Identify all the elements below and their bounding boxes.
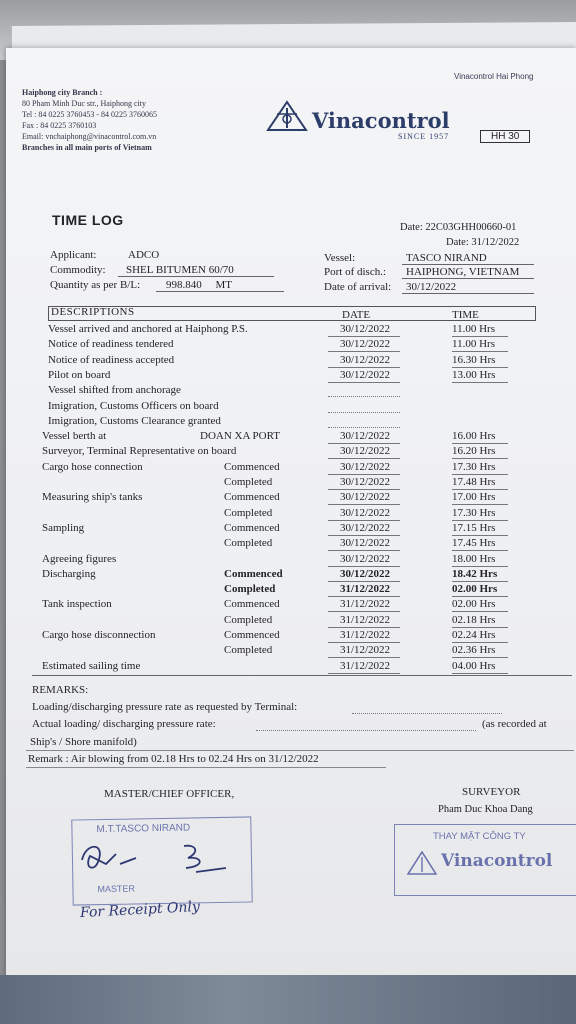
row-date: 30/12/2022 (339, 430, 391, 443)
row-description: Agreeing figures (42, 552, 117, 565)
row-time: 17.00 Hrs (452, 491, 496, 504)
row-time: 18.00 Hrs (452, 552, 496, 565)
row-date-underline (328, 611, 400, 612)
row-time: 04.00 Hrs (452, 659, 496, 672)
quantity-label: Quantity as per B/L: (50, 279, 141, 291)
row-status: Commenced (224, 598, 280, 611)
row-time: 17.48 Hrs (452, 476, 496, 488)
row-description: Discharging (42, 567, 96, 580)
row-date-underline (328, 336, 400, 337)
row-description: Surveyor, Terminal Representative on board (42, 445, 237, 458)
doc-ref: Date: 22C03GHH00660-01 (400, 222, 517, 233)
row-description: Cargo hose disconnection (42, 629, 156, 641)
row-time: 02.00 Hrs (452, 598, 496, 611)
row-status: Completed (224, 506, 273, 519)
remarks-heading: REMARKS: (32, 684, 89, 696)
row-date: 31/12/2022 (339, 629, 391, 641)
master-signature-icon (76, 838, 236, 878)
row-description: Cargo hose connection (42, 460, 143, 473)
row-date-underline (328, 657, 400, 658)
commodity-value: SHEL BITUMEN 60/70 (118, 264, 274, 277)
remarks-line-3: Ship's / Shore manifold) (30, 736, 137, 748)
quantity-value (156, 279, 284, 292)
row-description: Estimated sailing time (42, 659, 141, 672)
row-date: 30/12/2022 (339, 353, 391, 366)
row-time: 11.00 Hrs (452, 338, 495, 351)
row-description: Vessel shifted from anchorage (48, 384, 181, 397)
row-date: 31/12/2022 (339, 644, 391, 657)
row-time-underline (452, 367, 508, 368)
row-date-underline (328, 596, 400, 597)
row-date-underline (328, 474, 400, 475)
row-date-underline (328, 566, 400, 567)
vessel-stamp-bottom: MASTER (97, 883, 136, 895)
row-date-underline (328, 642, 400, 643)
vessel-value: TASCO NIRAND (402, 252, 534, 265)
document-page (6, 48, 576, 978)
branch-line-4: Fax : 84 0225 3760103 (22, 121, 97, 130)
arrival-value: 30/12/2022 (402, 281, 534, 294)
applicant-value: ADCO (128, 249, 160, 261)
branch-line-5: Email: vnchaiphong@vinacontrol.com.vn (22, 132, 157, 141)
row-status: Completed (224, 644, 273, 657)
master-label: MASTER/CHIEF OFFICER, (104, 788, 235, 800)
arrival-label: Date of arrival: (324, 281, 392, 293)
quantity-number: 998.840 (166, 279, 202, 291)
row-date: 31/12/2022 (339, 659, 391, 672)
row-time-underline (452, 504, 508, 505)
quantity-unit: MT (215, 279, 232, 291)
row-time-underline (452, 673, 508, 674)
row-date-underline (328, 627, 400, 628)
surveyor-label: SURVEYOR (462, 786, 521, 798)
row-date-underline (328, 367, 400, 368)
row-description: Measuring ship's tanks (42, 491, 143, 504)
row-time-underline (452, 581, 508, 582)
header-date: DATE (342, 309, 371, 321)
header-descriptions: DESCRIPTIONS (51, 306, 135, 318)
row-time-underline (452, 627, 508, 628)
row-date-underline (328, 504, 400, 505)
row-time-underline (452, 489, 508, 490)
port-label: Port of disch.: (324, 266, 387, 278)
row-status: Commenced (224, 567, 283, 580)
branch-line-3: Tel : 84 0225 3760453 - 84 0225 3760065 (22, 110, 157, 119)
row-date-underline (328, 520, 400, 521)
top-right-mark: Vinacontrol Hai Phong (454, 72, 534, 81)
row-status: Completed (224, 583, 276, 596)
row-description: Pilot on board (48, 368, 111, 381)
row-time: 18.42 Hrs (452, 567, 498, 580)
row-date: 30/12/2022 (339, 521, 391, 534)
row-time: 17.15 Hrs (452, 521, 496, 534)
row-date: 30/12/2022 (339, 567, 391, 580)
row-time: 16.30 Hrs (452, 353, 496, 366)
remarks-line-2: Actual loading/ discharging pressure rate: (32, 718, 216, 730)
row-time: 17.30 Hrs (452, 506, 496, 519)
row-status: DOAN XA PORT (200, 430, 281, 443)
row-date: 30/12/2022 (339, 445, 391, 458)
branch-line-6: Branches in all main ports of Vietnam (22, 143, 152, 152)
surveyor-stamp-logo: Vinacontrol (441, 851, 553, 871)
receipt-handwriting: For Receipt Only (79, 898, 201, 922)
row-date-blank (328, 412, 400, 413)
row-date-underline (328, 489, 400, 490)
logo-name: Vinacontrol (312, 108, 450, 133)
row-time-underline (452, 382, 508, 383)
row-time: 02.24 Hrs (452, 629, 496, 641)
stamp-logo-icon (407, 851, 437, 875)
row-description: Notice of readiness tendered (48, 338, 174, 351)
applicant-label: Applicant: (50, 249, 97, 261)
commodity-label: Commodity: (50, 264, 106, 276)
row-time: 11.00 Hrs (452, 323, 495, 335)
row-time-underline (452, 474, 508, 475)
row-description: Sampling (42, 521, 85, 534)
row-time-underline (452, 596, 508, 597)
row-time-underline (452, 336, 508, 337)
row-date: 30/12/2022 (339, 491, 391, 504)
row-time-underline (452, 657, 508, 658)
row-date: 31/12/2022 (339, 598, 391, 611)
row-status: Completed (224, 613, 273, 626)
row-date: 30/12/2022 (339, 476, 391, 488)
row-date: 30/12/2022 (339, 338, 391, 351)
row-date-underline (328, 581, 400, 582)
row-date-blank (328, 427, 400, 428)
row-time: 16.00 Hrs (452, 430, 496, 443)
row-description: Notice of readiness accepted (48, 353, 175, 366)
row-date-underline (328, 443, 400, 444)
row-status: Commenced (224, 521, 280, 534)
vessel-stamp-top: M.T.TASCO NIRAND (96, 822, 191, 836)
row-date: 30/12/2022 (339, 537, 391, 550)
row-time-underline (452, 611, 508, 612)
port-value: HAIPHONG, VIETNAM (402, 266, 534, 279)
row-time-underline (452, 443, 508, 444)
logo-since: SINCE 1957 (398, 132, 450, 141)
row-time-underline (452, 550, 508, 551)
row-time: 16.20 Hrs (452, 445, 496, 458)
vessel-label: Vessel: (324, 252, 356, 264)
remarks-note: Remark : Air blowing from 02.18 Hrs to 02.24 Hrs on 31/12/2022 (28, 753, 319, 765)
surveyor-stamp-top: THAY MẶT CÔNG TY (433, 831, 526, 842)
row-time-underline (452, 566, 508, 567)
row-time-underline (452, 642, 508, 643)
row-date-underline (328, 550, 400, 551)
branch-line-1: Haiphong city Branch : (22, 88, 103, 97)
row-status: Commenced (224, 629, 280, 641)
header-time: TIME (452, 309, 479, 321)
row-date: 30/12/2022 (339, 460, 391, 473)
row-status: Commenced (224, 491, 280, 504)
row-time-underline (452, 520, 508, 521)
row-time: 17.30 Hrs (452, 460, 496, 473)
row-status: Completed (224, 476, 273, 488)
row-date-underline (328, 458, 400, 459)
table-bottom-rule (32, 675, 572, 676)
row-date: 30/12/2022 (339, 368, 391, 381)
row-description: Imigration, Customs Officers on board (48, 399, 219, 412)
row-time-underline (452, 351, 508, 352)
row-status: Completed (224, 537, 273, 550)
form-code: HH 30 (480, 130, 530, 143)
row-time: 17.45 Hrs (452, 537, 496, 550)
row-description: Vessel berth at (42, 430, 107, 443)
row-time-underline (452, 535, 508, 536)
remarks-line-2-right: (as recorded at (482, 718, 547, 730)
row-time: 02.18 Hrs (452, 613, 496, 626)
row-time-underline (452, 458, 508, 459)
row-date: 31/12/2022 (339, 613, 391, 626)
branch-line-2: 80 Pham Minh Duc str., Haiphong city (22, 99, 146, 108)
doc-date: Date: 31/12/2022 (446, 237, 520, 248)
row-description: Imigration, Customs Clearance granted (48, 414, 221, 427)
row-date: 31/12/2022 (339, 583, 391, 596)
row-description: Vessel arrived and anchored at Haiphong P.S. (48, 323, 248, 335)
row-status: Commenced (224, 460, 280, 473)
row-date-underline (328, 535, 400, 536)
row-date-underline (328, 351, 400, 352)
surveyor-stamp (394, 824, 576, 896)
vinacontrol-logo-icon (266, 100, 308, 132)
row-date: 30/12/2022 (339, 506, 391, 519)
row-date-blank (328, 396, 400, 397)
doc-title: TIME LOG (52, 212, 124, 228)
row-description: Tank inspection (42, 598, 112, 611)
row-date: 30/12/2022 (339, 552, 391, 565)
row-date: 30/12/2022 (339, 323, 391, 335)
background-bottom (0, 975, 576, 1024)
row-time: 02.36 Hrs (452, 644, 496, 657)
remarks-line-1: Loading/discharging pressure rate as requested by Terminal: (32, 701, 298, 713)
surveyor-name: Pham Duc Khoa Dang (438, 804, 533, 815)
row-date-underline (328, 382, 400, 383)
row-time: 13.00 Hrs (452, 368, 496, 381)
row-date-underline (328, 673, 400, 674)
row-time: 02.00 Hrs (452, 583, 498, 596)
